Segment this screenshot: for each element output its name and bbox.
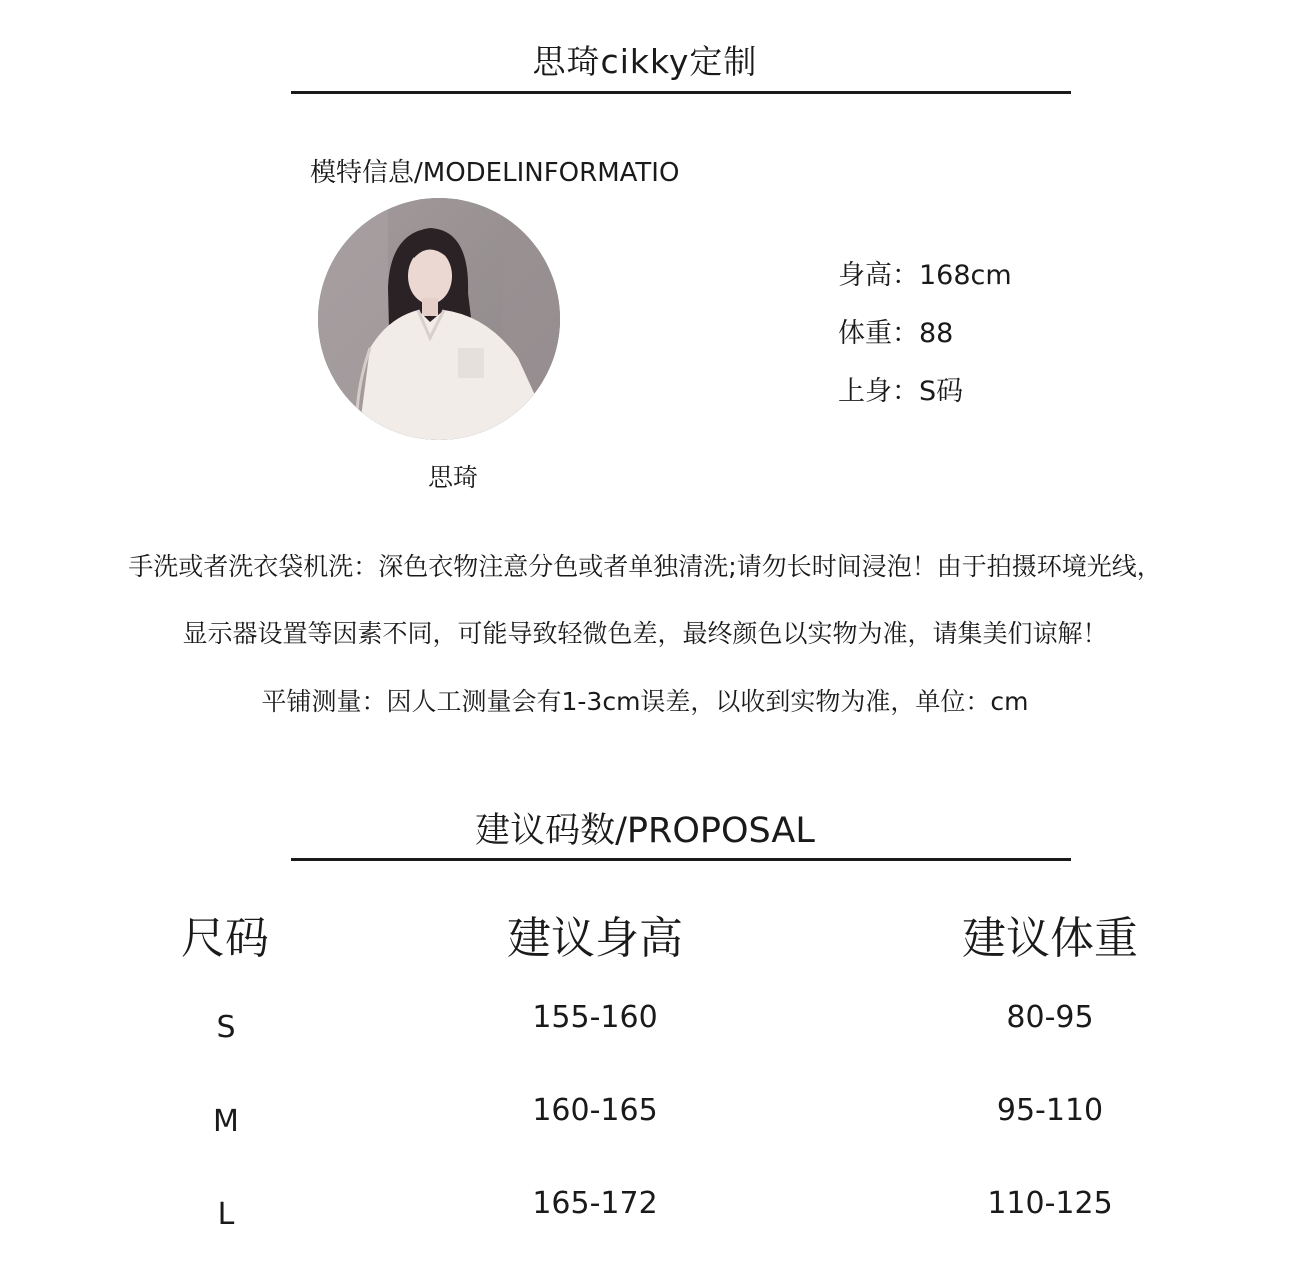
table-row-weight: 95-110 [996,1093,1104,1128]
table-row-weight: 110-125 [987,1186,1113,1221]
table-row-height: 165-172 [532,1186,658,1221]
table-row-size: M [213,1104,239,1139]
model-stat-height: 身高：168cm [838,260,1012,291]
column-header-height: 建议身高 [507,913,683,964]
care-note-line-1: 手洗或者洗衣袋机洗：深色衣物注意分色或者单独清洗;请勿长时间浸泡！由于拍摄环境光线， [128,552,1162,581]
model-info-heading: 模特信息/MODELINFORMATIO [310,158,680,188]
care-note-line-3: 平铺测量：因人工测量会有1-3cm误差，以收到实物为准，单位：cm [261,687,1029,716]
column-header-weight: 建议体重 [962,913,1138,964]
page-title: 思琦cikky定制 [532,42,758,81]
table-row-height: 155-160 [532,1000,658,1035]
care-note-line-2: 显示器设置等因素不同，可能导致轻微色差，最终颜色以实物为准，请集美们谅解！ [182,619,1108,648]
table-row-size: S [216,1010,236,1045]
table-row-size: L [217,1197,235,1232]
model-name: 思琦 [427,463,478,492]
proposal-divider [291,858,1071,861]
column-header-size: 尺码 [181,913,269,964]
model-photo-illustration [318,198,560,440]
proposal-heading: 建议码数/PROPOSAL [475,811,815,851]
model-stat-weight: 体重：88 [838,318,954,349]
model-avatar [318,198,560,440]
table-row-height: 160-165 [532,1093,658,1128]
model-stat-top-size: 上身：S码 [838,376,964,407]
title-divider [291,91,1071,94]
table-row-weight: 80-95 [1006,1000,1094,1035]
